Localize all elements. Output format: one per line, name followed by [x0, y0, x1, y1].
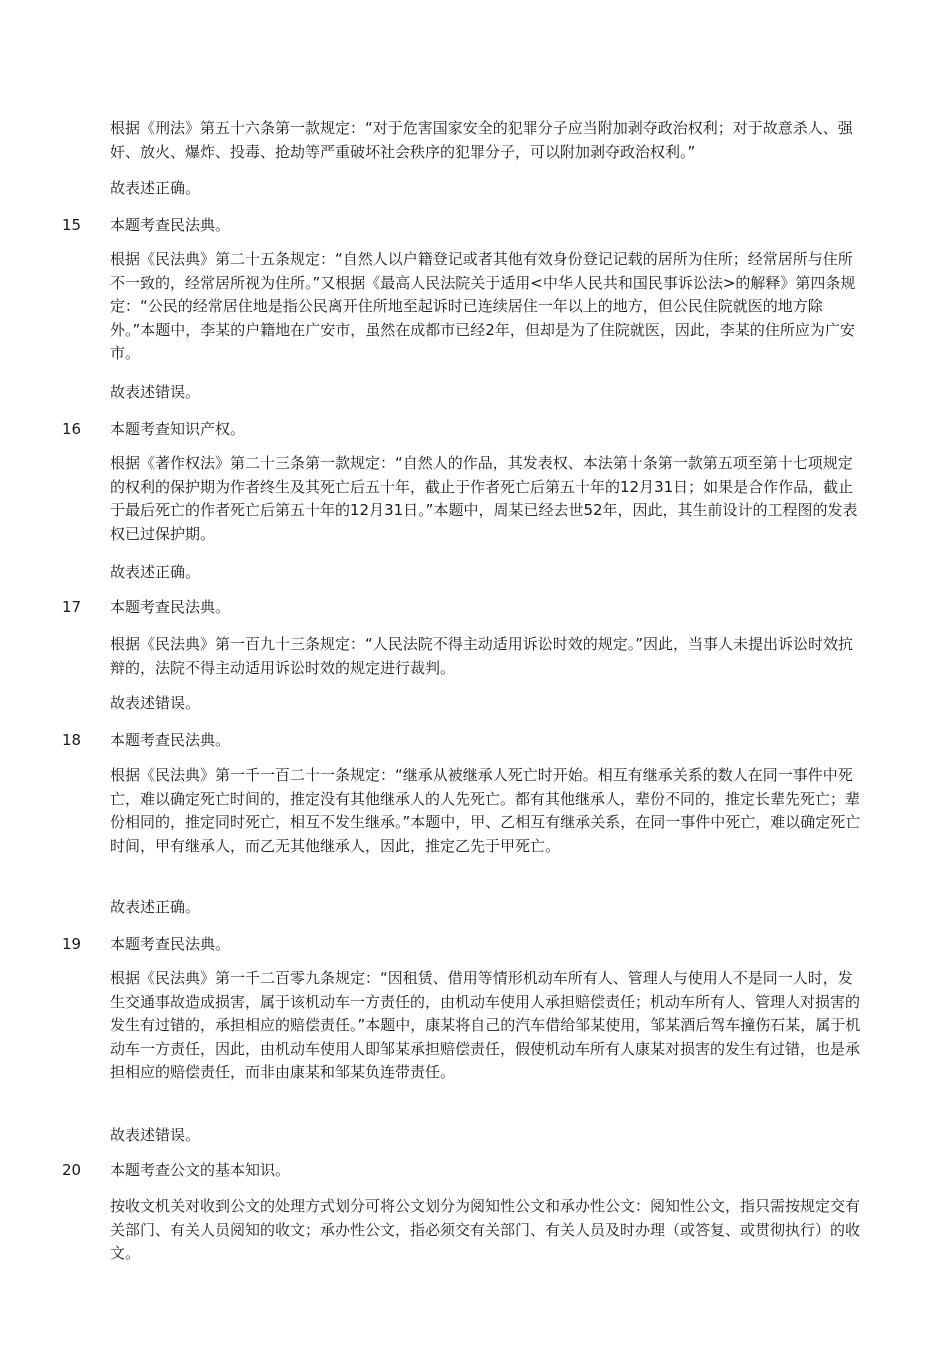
- question-number-15: 15: [62, 216, 82, 234]
- answer-conclusion-14: 故表述正确。: [110, 179, 201, 197]
- answer-explanation-17: 根据《民法典》第一百九十三条规定：“人民法院不得主动适用诉讼时效的规定。”因此，当事人未提出诉讼时效抗辩的，法院不得主动适用诉讼时效的规定进行裁判。: [110, 635, 854, 677]
- answer-explanation-18: 根据《民法典》第一千一百二十一条规定：“继承从被继承人死亡时开始。相互有继承关系的数人在同一事件中死亡，难以确定死亡时间的，推定没有其他继承人的人先死亡。都有其他继承人，辈份不同的，推定长辈先死亡；辈份相同的，推定同时死亡，相互不发生继承。”本题中，甲、乙相互有继承关系，在同一事件中死亡，难以确定死亡时间，甲有继承人，而乙无其他继承人，因此，推定乙先于甲死亡。: [110, 766, 861, 855]
- answer-explanation-15: 根据《民法典》第二十五条规定：“自然人以户籍登记或者其他有效身份登记记载的居所为住所；经常居所与住所不一致的，经常居所视为住所。”又根据《最高人民法院关于适用<中华人民共和国民事诉讼法>的解释》第四条规定：“公民的经常居住地是指公民离开住所地至起诉时已连续居住一年以上的地方，但公民住院就医的地方除外。”本题中，李某的户籍地在广安市，虽然在成都市已经2年，但却是为了住院就医，因此，李某的住所应为广安市。: [110, 250, 856, 362]
- answer-explanation-14: 根据《刑法》第五十六条第一款规定：“对于危害国家安全的犯罪分子应当附加剥夺政治权利；对于故意杀人、强奸、放火、爆炸、投毒、抢劫等严重破坏社会秩序的犯罪分子，可以附加剥夺政治权利。”: [110, 119, 853, 161]
- answer-conclusion-16: 故表述正确。: [110, 563, 201, 581]
- question-number-16: 16: [62, 420, 82, 438]
- answer-explanation-19: 根据《民法典》第一千二百零九条规定：“因租赁、借用等情形机动车所有人、管理人与使用人不是同一人时，发生交通事故造成损害，属于该机动车一方责任的，由机动车使用人承担赔偿责任；机动车所有人、管理人对损害的发生有过错的，承担相应的赔偿责任。”本题中，康某将自己的汽车借给邹某使用，邹某酒后驾车撞伤石某，属于机动车一方责任，因此，由机动车使用人即邹某承担赔偿责任，假使机动车所有人康某对损害的发生有过错，也是承担相应的赔偿责任，而非由康某和邹某负连带责任。: [110, 969, 861, 1081]
- answer-explanation-16: 根据《著作权法》第二十三条第一款规定：“自然人的作品，其发表权、本法第十条第一款第五项至第十七项规定的权利的保护期为作者终生及其死亡后五十年，截止于作者死亡后第五十年的12月31日；如果是合作作品，截止于最后死亡的作者死亡后第五十年的12月31日。”本题中，周某已经去世52年，因此，其生前设计的工程图的发表权已过保护期。: [110, 454, 858, 543]
- answer-conclusion-19: 故表述错误。: [110, 1126, 201, 1144]
- question-number-20: 20: [62, 1161, 82, 1179]
- question-heading-15: 本题考查民法典。: [110, 216, 231, 234]
- question-number-17: 17: [62, 598, 82, 616]
- answer-conclusion-17: 故表述错误。: [110, 694, 201, 712]
- answer-explanation-20: 按收文机关对收到公文的处理方式划分可将公文划分为阅知性公文和承办性公文：阅知性公文，指只需按规定交有关部门、有关人员阅知的收文；承办性公文，指必须交有关部门、有关人员及时办理（或答复、或贯彻执行）的收文。: [110, 1197, 861, 1262]
- answer-conclusion-15: 故表述错误。: [110, 383, 201, 401]
- question-heading-18: 本题考查民法典。: [110, 731, 231, 749]
- question-number-19: 19: [62, 935, 82, 953]
- question-heading-20: 本题考查公文的基本知识。: [110, 1161, 291, 1179]
- question-number-18: 18: [62, 731, 82, 749]
- answer-conclusion-18: 故表述正确。: [110, 898, 201, 916]
- question-heading-17: 本题考查民法典。: [110, 598, 231, 616]
- question-heading-16: 本题考查知识产权。: [110, 420, 246, 438]
- question-heading-19: 本题考查民法典。: [110, 935, 231, 953]
